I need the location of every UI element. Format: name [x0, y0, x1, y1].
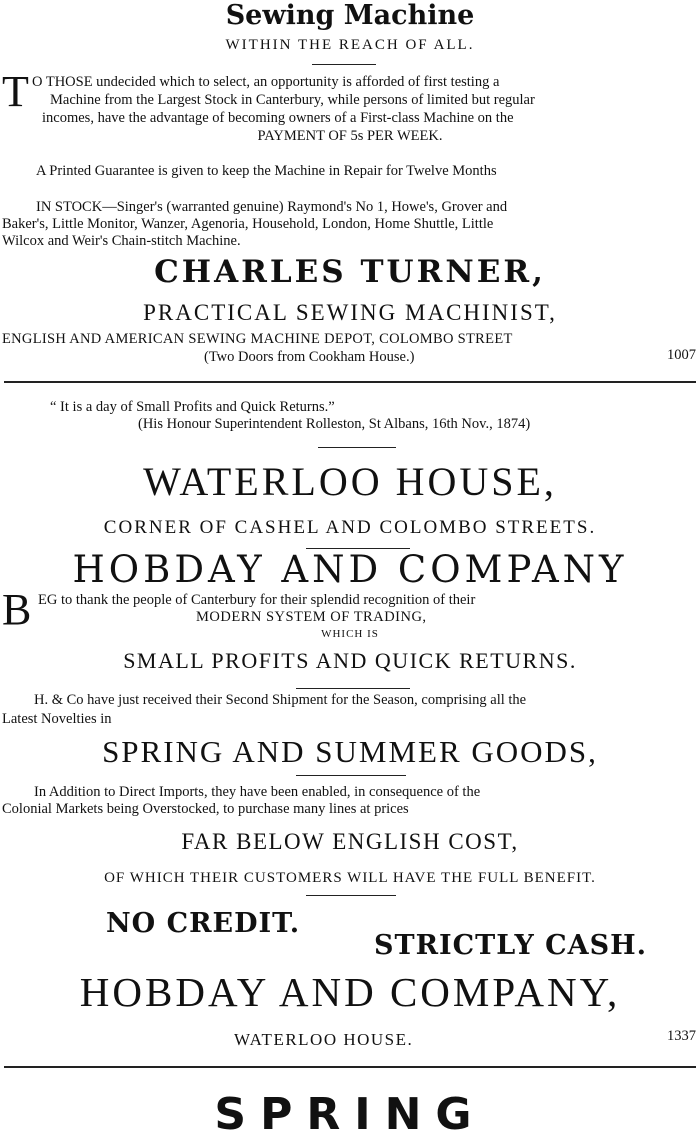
ad1-short-rule	[312, 64, 376, 65]
ad2-import-line1: In Addition to Direct Imports, they have been enabled, in consequence of the	[34, 784, 481, 800]
ad-divider	[4, 381, 696, 383]
ad2-company: HOBDAY AND COMPANY	[72, 548, 628, 591]
ad2-cost: FAR BELOW ENGLISH COST,	[181, 829, 519, 854]
ad1-depot: ENGLISH AND AMERICAN SEWING MACHINE DEPOT, COLOMBO STREET	[2, 331, 513, 347]
ad1-intro-line3: incomes, have the advantage of becoming owners of a First-class Machine on the	[42, 110, 514, 126]
ad1-stock-line2: Baker's, Little Monitor, Wanzer, Agenoria, Household, London, Home Shuttle, Little	[2, 216, 494, 232]
ad1-title: Sewing Machine	[225, 0, 475, 31]
ad1-guarantee: A Printed Guarantee is given to keep the Machine in Repair for Twelve Months	[36, 163, 497, 179]
ad2-quote-line1: “ It is a day of Small Profits and Quick Returns.”	[50, 399, 335, 415]
ad2-beg-line2: MODERN SYSTEM OF TRADING,	[196, 609, 427, 625]
ad2-house: WATERLOO HOUSE,	[143, 459, 557, 504]
ad2-import-line2: Colonial Markets being Overstocked, to purchase many lines at prices	[2, 801, 409, 817]
ad1-drop-cap: T	[2, 67, 29, 116]
ad2-cash: STRICTLY CASH.	[374, 930, 648, 961]
ad1-subtitle: WITHIN THE REACH OF ALL.	[225, 37, 475, 53]
ad2-goods: SPRING AND SUMMER GOODS,	[102, 734, 598, 769]
ad2-no-credit: NO CREDIT.	[106, 908, 301, 939]
ad2-corner: CORNER OF CASHEL AND COLOMBO STREETS.	[103, 517, 597, 538]
ad2-beg-line1: EG to thank the people of Canterbury for their splendid recognition of their	[38, 592, 476, 608]
ad1-intro-line4: PAYMENT OF 5s PER WEEK.	[257, 128, 443, 144]
ad1-stock-line3: Wilcox and Weir's Chain-stitch Machine.	[2, 233, 241, 249]
ad1-name: CHARLES TURNER,	[154, 254, 546, 290]
ad2-rule-5	[306, 895, 396, 896]
ad2-ref-number: 1337	[667, 1028, 696, 1044]
ad2-benefit: OF WHICH THEIR CUSTOMERS WILL HAVE THE FULL BENEFIT.	[104, 870, 596, 886]
ad2-beg-line3: WHICH IS	[321, 628, 379, 640]
ad1-intro-line1: O THOSE undecided which to select, an opportunity is afforded of first testing a	[32, 74, 500, 90]
ad2-drop-cap: B	[2, 585, 32, 634]
ad2-house-footer: WATERLOO HOUSE.	[234, 1030, 414, 1049]
ad-divider-2	[4, 1066, 696, 1068]
ad2-motto: SMALL PROFITS AND QUICK RETURNS.	[123, 648, 577, 673]
ad1-stock-line1: IN STOCK—Singer's (warranted genuine) Raymond's No 1, Howe's, Grover and	[36, 199, 508, 215]
ad2-quote-line2: (His Honour Superintendent Rolleston, St Albans, 16th Nov., 1874)	[138, 416, 531, 432]
ad1-ref-number: 1007	[667, 347, 696, 363]
ad1-intro-line2: Machine from the Largest Stock in Canterbury, while persons of limited but regular	[50, 92, 535, 108]
ad2-rule-4	[296, 775, 406, 776]
ad2-ship-line1: H. & Co have just received their Second Shipment for the Season, comprising all the	[34, 692, 527, 708]
ad2-rule-3	[296, 688, 410, 689]
ad2-rule-1	[318, 447, 396, 448]
ad3-heading: SPRING	[214, 1089, 486, 1140]
ad2-company-footer: HOBDAY AND COMPANY,	[79, 969, 621, 1015]
ad1-profession: PRACTICAL SEWING MACHINIST,	[143, 300, 557, 325]
ad2-ship-line2: Latest Novelties in	[2, 711, 112, 727]
ad1-location: (Two Doors from Cookham House.)	[204, 349, 415, 365]
